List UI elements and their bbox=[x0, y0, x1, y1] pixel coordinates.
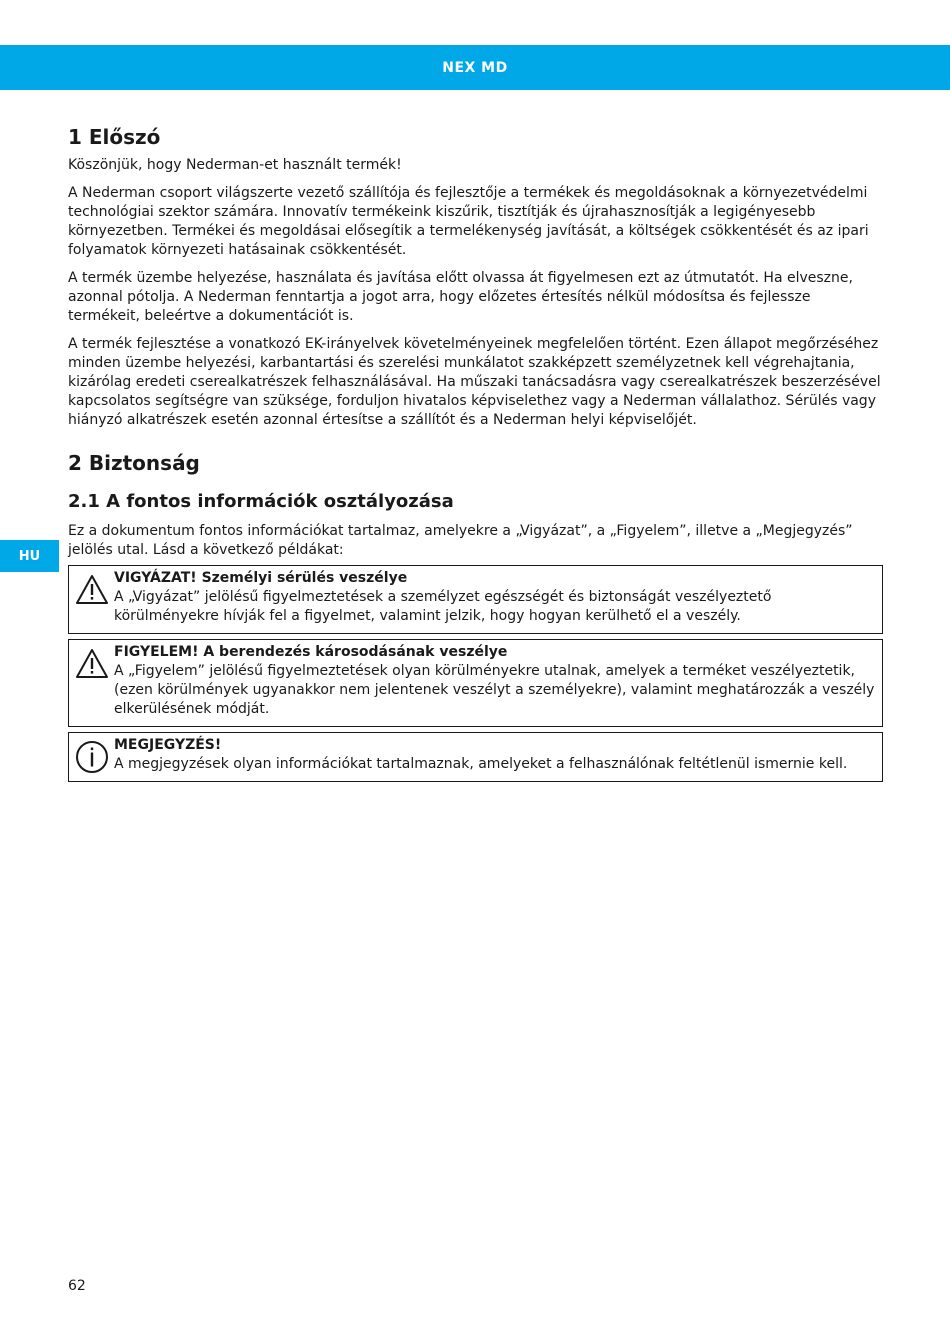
box-body: A „Figyelem” jelölésű figyelmeztetések olyan körülményekre utalnak, amelyek a terméket veszélyeztetik, (ezen körülmények ugyanakkor nem jelentenek veszélyt a személyekre), valamint meghatározzák a veszély elkerülésének módját. bbox=[114, 663, 875, 717]
section-heading-safety: 2 Biztonság bbox=[68, 451, 200, 475]
page-number: 62 bbox=[68, 1278, 86, 1294]
warning-triangle-icon bbox=[75, 573, 109, 607]
paragraph: A Nederman csoport világszerte vezető szállítója és fejlesztője a termékek és megoldásoknak a környezetvédelmi technológiai szektor számára. Innovatív termékeink kiszűrik, tisztítják és újrahasznosítják a legigényesebb környezetben. Termékei és megoldásai elősegítik a termelékenység javítását, a költségek csökkentését és az ipari folyamatok környezeti hatásainak csökkentését. bbox=[68, 185, 869, 258]
note-box bbox=[68, 732, 883, 782]
header-bar bbox=[0, 45, 950, 90]
subsection-heading: 2.1 A fontos információk osztályozása bbox=[68, 491, 454, 512]
paragraph: Köszönjük, hogy Nederman-et használt termék! bbox=[68, 157, 402, 173]
paragraph: A termék fejlesztése a vonatkozó EK-irányelvek követelményeinek megfelelően történt. Ezen állapot megőrzéséhez minden üzembe helyezési, karbantartási és szerelési munkálatot szakképzett személyzetnek kell végrehajtania, kizárólag eredeti cserealkatrészek felhasználásával. Ha műszaki tanácsadásra vagy cserealkatrészek beszerzésével kapcsolatos segítségre van szüksége, forduljon hivatalos képviselethez vagy a Nederman vállalathoz. Sérülés vagy hiányzó alkatrészek esetén azonnal értesítse a szállítót és a Nederman helyi képviselőjét. bbox=[68, 336, 881, 428]
paragraph: A termék üzembe helyezése, használata és javítása előtt olvassa át figyelmesen ezt az útmutatót. Ha elveszne, azonnal pótolja. A Nederman fenntartja a jogot arra, hogy előzetes értesítés nélkül módosítsa és fejlessze termékeit, beleértve a dokumentációt is. bbox=[68, 270, 853, 324]
language-label: HU bbox=[18, 548, 41, 564]
warning-triangle-icon bbox=[75, 647, 109, 681]
info-circle-icon bbox=[75, 740, 109, 774]
document-title: NEX MD bbox=[442, 59, 508, 76]
box-title: VIGYÁZAT! Személyi sérülés veszélye bbox=[114, 570, 408, 586]
caution-box bbox=[68, 639, 883, 727]
language-tab bbox=[0, 540, 59, 572]
box-body: A „Vigyázat” jelölésű figyelmeztetések a személyzet egészségét és biztonságát veszélyeztető körülményekre hívják fel a figyelmet, valamint jelzik, hogy hogyan kerülhető el a veszély. bbox=[114, 589, 772, 624]
box-body: A megjegyzések olyan információkat tartalmaznak, amelyeket a felhasználónak feltétlenül ismernie kell. bbox=[114, 756, 848, 772]
paragraph: Ez a dokumentum fontos információkat tartalmaz, amelyekre a „Vigyázat”, a „Figyelem”, illetve a „Megjegyzés” jelölés utal. Lásd a következő példákat: bbox=[68, 523, 853, 558]
box-title: FIGYELEM! A berendezés károsodásának veszélye bbox=[114, 644, 508, 660]
section-heading-foreword: 1 Előszó bbox=[68, 125, 161, 149]
warning-box bbox=[68, 565, 883, 634]
main-content bbox=[68, 122, 883, 787]
box-title: MEGJEGYZÉS! bbox=[114, 737, 222, 753]
